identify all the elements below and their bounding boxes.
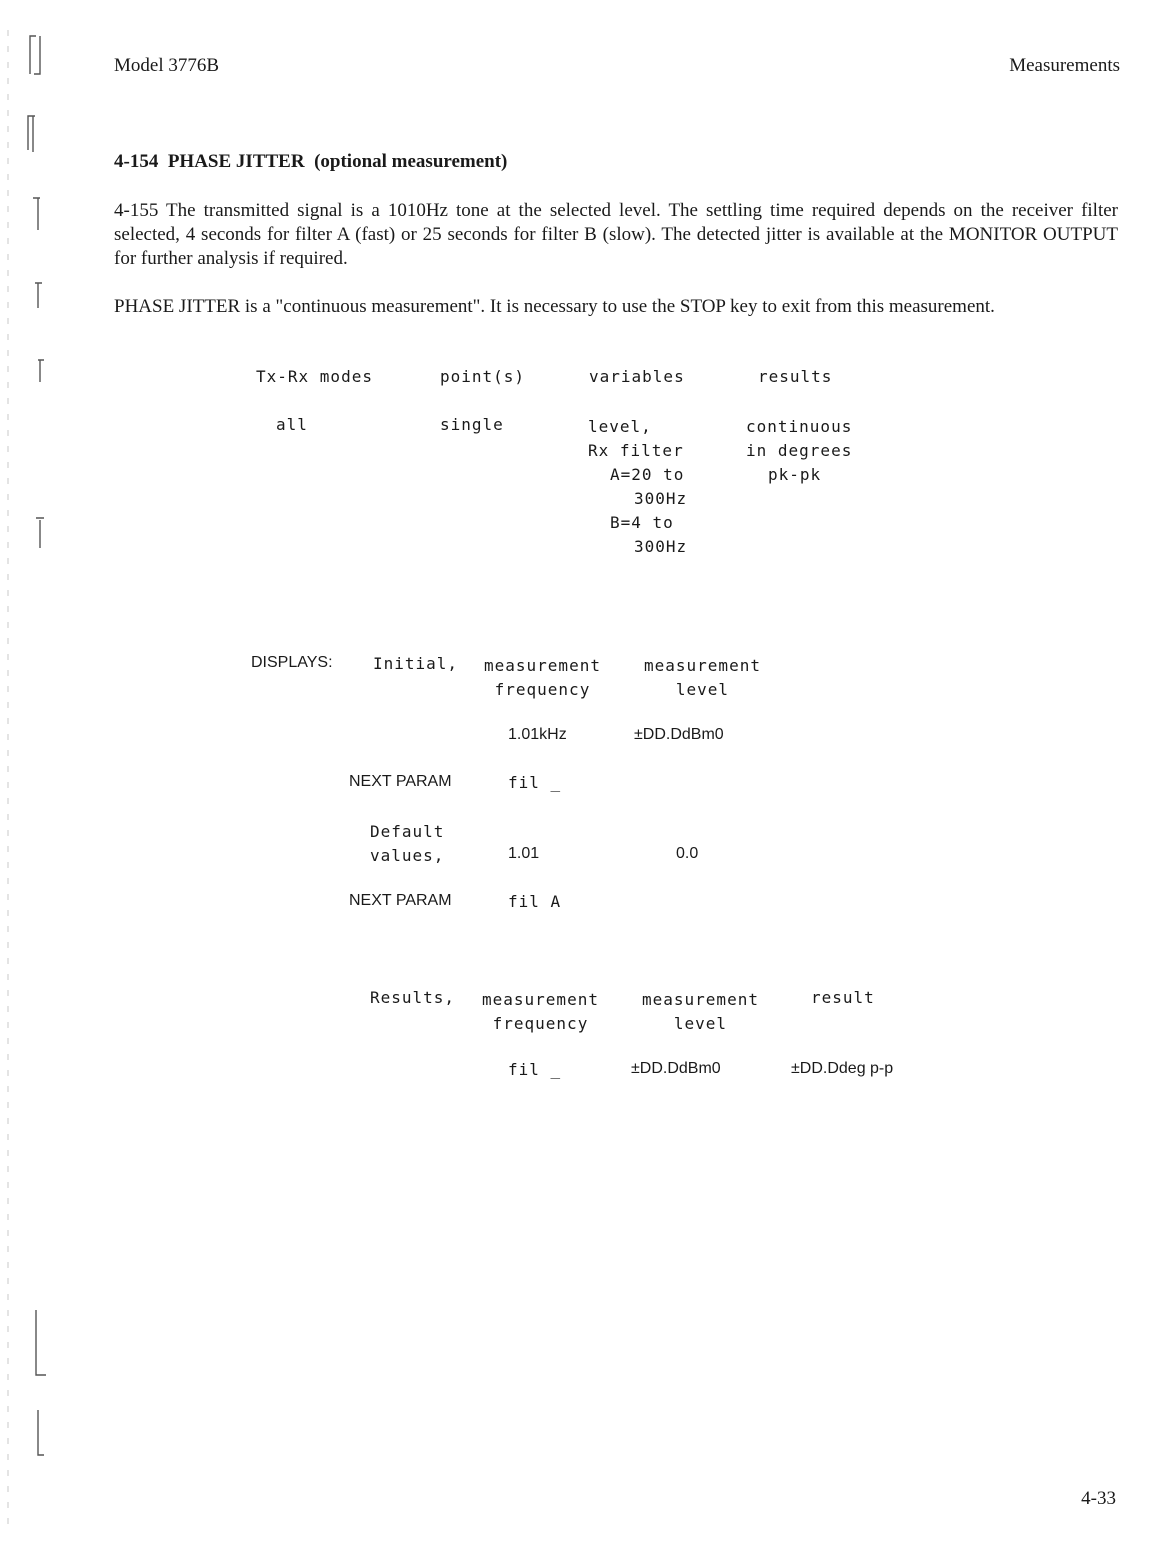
results-col-result: result — [811, 988, 875, 1007]
results-col-frequency-line2: frequency — [492, 1014, 589, 1033]
header-results: results — [758, 367, 833, 386]
initial-level-value: ±DD.DdBm0 — [634, 726, 724, 743]
heading-title: PHASE JITTER — [167, 151, 305, 172]
result-in-degrees: in degrees — [746, 441, 853, 460]
results-col-level-line2: level — [673, 1014, 728, 1033]
initial-col-frequency-line2: frequency — [494, 680, 591, 699]
points-value: single — [440, 415, 504, 434]
paragraph-continuous: PHASE JITTER is a "continuous measurement". It is necessary to use the STOP key to exit from this measurement. — [114, 296, 995, 317]
next-param-label-2: NEXT PARAM — [349, 892, 452, 909]
scan-edge-marks — [0, 0, 60, 1544]
results-col-frequency-line1: measurement — [482, 990, 599, 1009]
default-label-line1: Default — [370, 822, 445, 841]
variable-filter-b-range: 300Hz — [634, 537, 688, 556]
initial-col-level-line1: measurement — [644, 656, 761, 675]
header-points: point(s) — [440, 367, 526, 386]
next-param-label-1: NEXT PARAM — [349, 773, 452, 790]
page-number: 4-33 — [1081, 1488, 1116, 1509]
initial-col-frequency — [484, 654, 601, 702]
next-param-value-1: fil _ — [508, 773, 562, 792]
header-model: Model 3776B — [114, 55, 220, 76]
results-list — [746, 415, 852, 487]
result-pk-pk: pk-pk — [768, 465, 822, 484]
results-col-frequency — [482, 988, 599, 1036]
initial-col-level-line2: level — [675, 680, 730, 699]
results-level-value: ±DD.DdBm0 — [631, 1060, 721, 1077]
results-label: Results, — [370, 988, 456, 1007]
variable-filter-a: A=20 to — [610, 465, 685, 484]
initial-frequency-value: 1.01kHz — [508, 726, 567, 743]
header-variables: variables — [589, 367, 685, 386]
variable-filter-b: B=4 to — [610, 513, 674, 532]
initial-col-level — [644, 654, 761, 702]
header-tx-rx-modes: Tx-Rx modes — [256, 367, 373, 386]
result-continuous: continuous — [746, 417, 853, 436]
heading-number: 4-154 — [114, 151, 159, 172]
variables-list — [588, 415, 687, 559]
header-section: Measurements — [1009, 55, 1120, 76]
initial-col-frequency-line1: measurement — [484, 656, 601, 675]
results-col-level — [642, 988, 759, 1036]
default-level-value: 0.0 — [676, 845, 699, 862]
paragraph-4-155: 4-155 The transmitted signal is a 1010Hz tone at the selected level. The settling time required depends on the receiver filter selected, 4 seconds for filter A (fast) or 25 seconds for filter B (slow). The detected jitter is available at the MONITOR OUTPUT for further analysis if required. — [114, 200, 1118, 269]
results-result-value: ±DD.Ddeg p-p — [791, 1060, 894, 1077]
displays-label: DISPLAYS: — [251, 654, 333, 671]
initial-label: Initial, — [373, 654, 459, 673]
next-param-value-2: fil A — [508, 892, 562, 911]
results-col-level-line1: measurement — [642, 990, 759, 1009]
default-label-line2: values, — [370, 846, 445, 865]
mode-value: all — [276, 415, 308, 434]
results-frequency-value: fil _ — [508, 1060, 562, 1079]
section-heading — [114, 151, 507, 173]
default-label — [370, 820, 444, 868]
variable-level: level, — [588, 417, 652, 436]
variable-filter-a-range: 300Hz — [634, 489, 688, 508]
default-frequency-value: 1.01 — [508, 845, 540, 862]
heading-note: (optional measurement) — [314, 151, 508, 172]
variable-rx-filter: Rx filter — [588, 441, 684, 460]
